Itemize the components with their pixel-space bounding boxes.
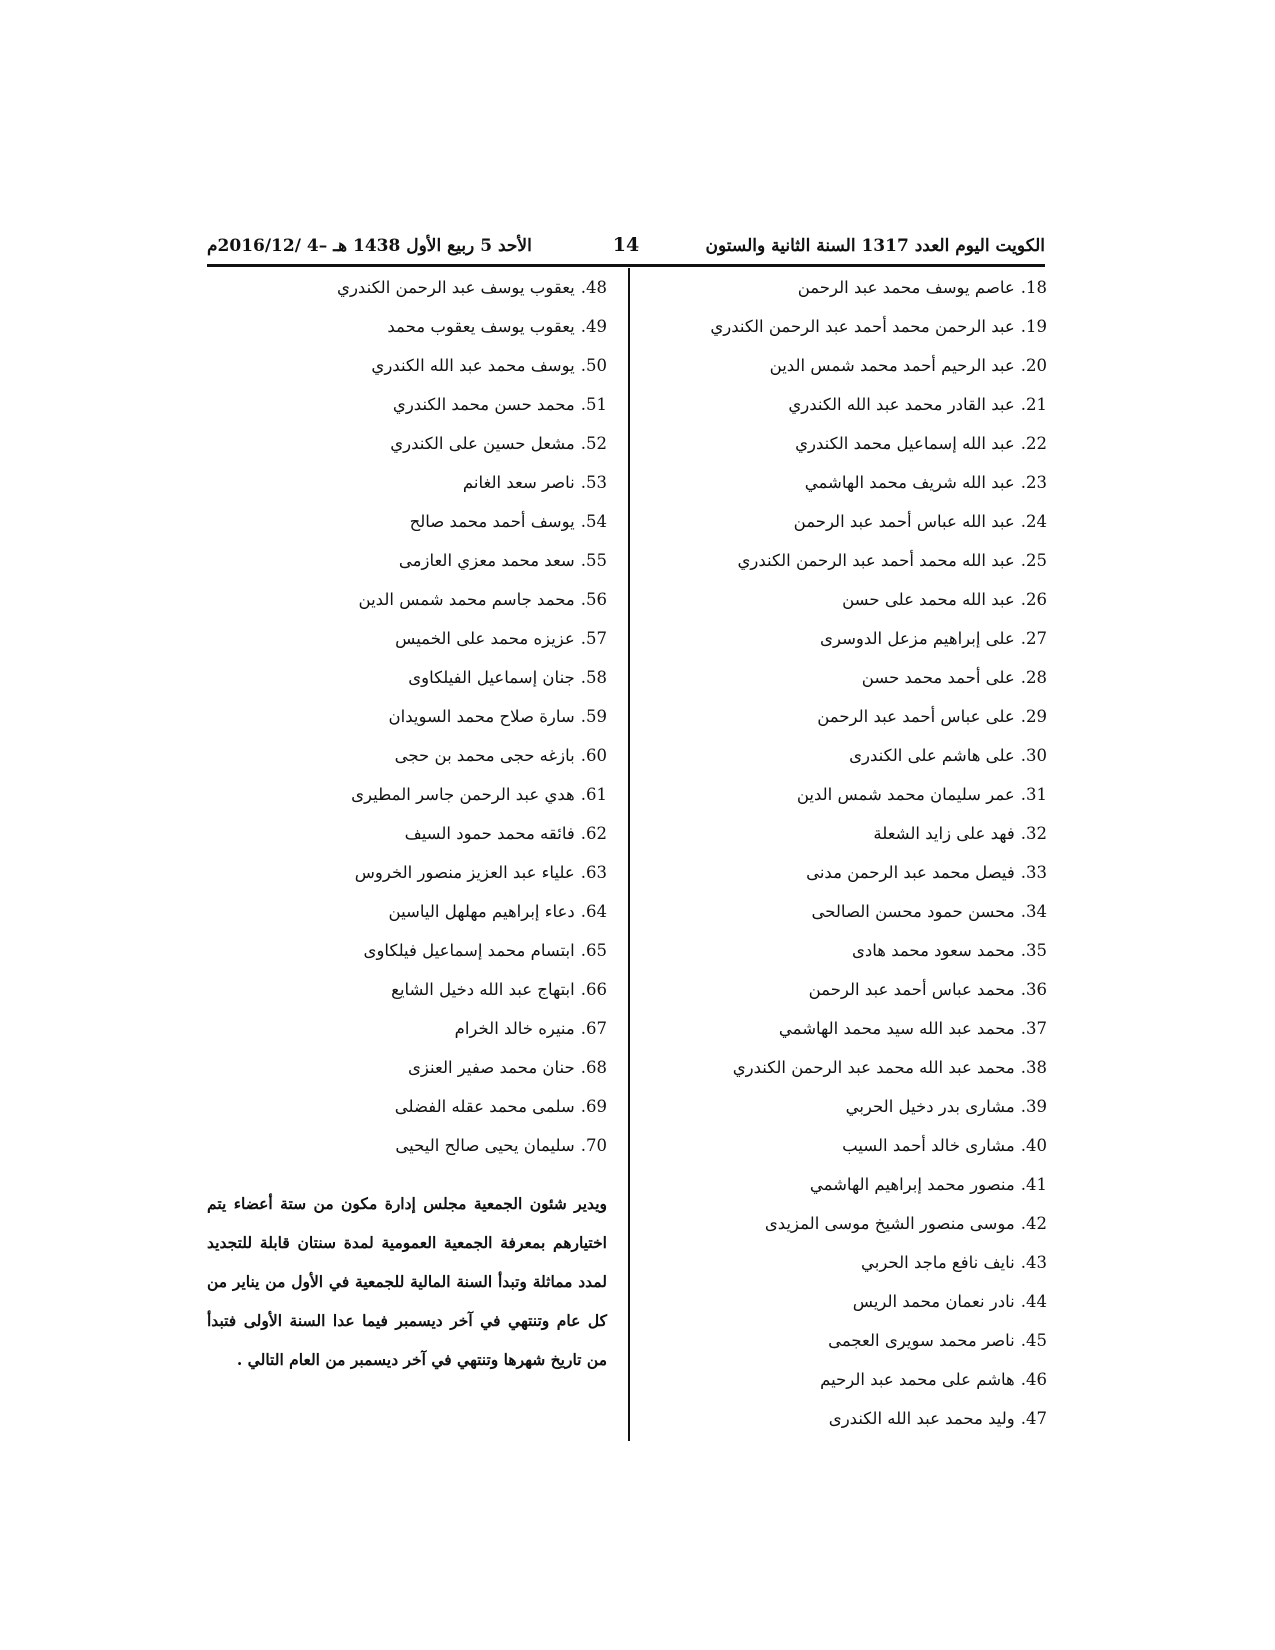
item-number: 60. — [580, 746, 607, 765]
item-name: حنان محمد صفير العنزى — [407, 1058, 575, 1077]
item-name: محمد عبد الله سيد محمد الهاشمي — [778, 1019, 1015, 1038]
item-number: 39. — [1020, 1097, 1047, 1116]
list-item — [227, 658, 607, 697]
list-item — [227, 424, 607, 463]
list-item — [667, 424, 1047, 463]
list-item — [667, 346, 1047, 385]
list-item — [667, 1009, 1047, 1048]
item-number: 65. — [580, 941, 607, 960]
item-number: 53. — [580, 473, 607, 492]
list-item — [227, 268, 607, 307]
item-number: 46. — [1020, 1370, 1047, 1389]
item-number: 42. — [1020, 1214, 1047, 1233]
board-paragraph: ويدير شئون الجمعية مجلس إدارة مكون من ستة أعضاء يتم اختيارهم بمعرفة الجمعية العمومية لمدة سنتان قابلة للتجديد لمدد مماثلة وتبدأ السنة المالية للجمعية في الأول من يناير من كل عام وتنتهي في آخر ديسمبر فيما عدا السنة الأولى فتبدأ من تاريخ شهرها وتنتهي في آخر ديسمبر من العام التالي . — [207, 1193, 607, 1369]
item-name: هدي عبد الرحمن جاسر المطيرى — [351, 785, 575, 804]
item-number: 48. — [580, 278, 607, 297]
list-item — [227, 892, 607, 931]
list-item — [667, 385, 1047, 424]
item-number: 32. — [1020, 824, 1047, 843]
list-item — [227, 697, 607, 736]
item-number: 62. — [580, 824, 607, 843]
item-name: يوسف محمد عبد الله الكندري — [371, 356, 575, 375]
list-item — [667, 1204, 1047, 1243]
item-name: وليد محمد عبد الله الكندرى — [828, 1409, 1015, 1428]
item-name: عبد القادر محمد عبد الله الكندري — [788, 395, 1015, 414]
item-name: محمد عبد الله محمد عبد الرحمن الكندري — [732, 1058, 1015, 1077]
item-number: 20. — [1020, 356, 1047, 375]
item-number: 31. — [1020, 785, 1047, 804]
list-item — [227, 463, 607, 502]
list-item — [667, 1165, 1047, 1204]
list-item — [667, 814, 1047, 853]
list-item — [227, 814, 607, 853]
list-item — [227, 970, 607, 1009]
item-name: عمر سليمان محمد شمس الدين — [796, 785, 1015, 804]
list-item — [667, 853, 1047, 892]
item-name: دعاء إبراهيم مهلهل الياسين — [388, 902, 575, 921]
item-name: هاشم على محمد عبد الرحيم — [820, 1370, 1015, 1389]
item-number: 58. — [580, 668, 607, 687]
item-number: 19. — [1020, 317, 1047, 336]
item-name: سارة صلاح محمد السويدان — [388, 707, 575, 726]
item-name: عزيزه محمد على الخميس — [395, 629, 575, 648]
item-number: 22. — [1020, 434, 1047, 453]
header-publication-info: الكويت اليوم العدد 1317 السنة الثانية والستون — [705, 236, 1045, 256]
item-name: منصور محمد إبراهيم الهاشمي — [809, 1175, 1015, 1194]
item-number: 29. — [1020, 707, 1047, 726]
names-list-left — [227, 268, 607, 1165]
item-name: محمد جاسم محمد شمس الدين — [358, 590, 575, 609]
item-name: منيره خالد الخرام — [454, 1019, 575, 1038]
item-name: محسن حمود محسن الصالحى — [811, 902, 1015, 921]
item-number: 44. — [1020, 1292, 1047, 1311]
item-number: 55. — [580, 551, 607, 570]
item-name: على عباس أحمد عبد الرحمن — [817, 707, 1015, 726]
item-number: 66. — [580, 980, 607, 999]
item-number: 64. — [580, 902, 607, 921]
list-item — [667, 1360, 1047, 1399]
page-header — [207, 230, 1045, 260]
list-item — [667, 1321, 1047, 1360]
list-item — [227, 736, 607, 775]
item-name: فهد على زايد الشعلة — [873, 824, 1015, 843]
item-name: بازغه حجى محمد بن حجى — [394, 746, 575, 765]
list-item — [667, 931, 1047, 970]
item-name: سلمى محمد عقله الفضلى — [394, 1097, 575, 1116]
item-number: 38. — [1020, 1058, 1047, 1077]
item-name: سليمان يحيى صالح اليحيى — [395, 1136, 575, 1155]
item-name: عبد الله إسماعيل محمد الكندري — [795, 434, 1015, 453]
item-name: جنان إسماعيل الفيلكاوى — [408, 668, 575, 687]
list-item — [667, 775, 1047, 814]
item-number: 33. — [1020, 863, 1047, 882]
page-number: 14 — [612, 234, 640, 256]
item-name: عبد الله محمد على حسن — [842, 590, 1015, 609]
item-number: 52. — [580, 434, 607, 453]
item-name: محمد عباس أحمد عبد الرحمن — [808, 980, 1015, 999]
list-item — [667, 307, 1047, 346]
list-item — [227, 541, 607, 580]
list-item — [667, 658, 1047, 697]
list-item — [227, 1009, 607, 1048]
item-number: 28. — [1020, 668, 1047, 687]
item-number: 24. — [1020, 512, 1047, 531]
item-number: 43. — [1020, 1253, 1047, 1272]
list-item — [667, 463, 1047, 502]
item-number: 41. — [1020, 1175, 1047, 1194]
item-name: يوسف أحمد محمد صالح — [409, 512, 575, 531]
item-number: 57. — [580, 629, 607, 648]
item-name: موسى منصور الشيخ موسى المزيدى — [764, 1214, 1015, 1233]
list-item — [667, 1243, 1047, 1282]
names-list-right — [667, 268, 1047, 1438]
list-item — [227, 931, 607, 970]
item-name: على هاشم على الكندرى — [849, 746, 1015, 765]
item-number: 59. — [580, 707, 607, 726]
header-rule — [207, 264, 1045, 267]
item-number: 61. — [580, 785, 607, 804]
item-name: عاصم يوسف محمد عبد الرحمن — [797, 278, 1015, 297]
item-name: سعد محمد معزي العازمى — [398, 551, 575, 570]
item-name: على أحمد محمد حسن — [861, 668, 1015, 687]
item-number: 49. — [580, 317, 607, 336]
list-item — [667, 619, 1047, 658]
item-name: ابتسام محمد إسماعيل فيلكاوى — [363, 941, 575, 960]
header-date: الأحد 5 ربيع الأول 1438 هـ –4 /2016/12م — [207, 236, 532, 256]
item-name: عبد الله محمد أحمد عبد الرحمن الكندري — [737, 551, 1015, 570]
list-item — [667, 970, 1047, 1009]
item-number: 36. — [1020, 980, 1047, 999]
item-name: محمد حسن محمد الكندري — [392, 395, 575, 414]
list-item — [667, 1048, 1047, 1087]
item-number: 34. — [1020, 902, 1047, 921]
item-number: 69. — [580, 1097, 607, 1116]
list-item — [667, 736, 1047, 775]
item-name: نادر نعمان محمد الريس — [852, 1292, 1015, 1311]
item-name: مشارى بدر دخيل الحربي — [845, 1097, 1015, 1116]
item-number: 70. — [580, 1136, 607, 1155]
item-name: مشعل حسين على الكندري — [390, 434, 575, 453]
item-number: 45. — [1020, 1331, 1047, 1350]
item-name: مشارى خالد أحمد السيب — [842, 1136, 1015, 1155]
list-item — [667, 697, 1047, 736]
list-item — [227, 619, 607, 658]
item-name: يعقوب يوسف عبد الرحمن الكندري — [337, 278, 575, 297]
item-number: 54. — [580, 512, 607, 531]
list-item — [227, 502, 607, 541]
item-number: 27. — [1020, 629, 1047, 648]
item-number: 50. — [580, 356, 607, 375]
list-item — [667, 1282, 1047, 1321]
item-name: محمد سعود محمد هادى — [851, 941, 1015, 960]
list-item — [667, 892, 1047, 931]
item-name: علياء عبد العزيز منصور الخروس — [354, 863, 575, 882]
item-number: 51. — [580, 395, 607, 414]
item-number: 18. — [1020, 278, 1047, 297]
list-item — [227, 775, 607, 814]
list-item — [227, 346, 607, 385]
item-number: 21. — [1020, 395, 1047, 414]
item-number: 67. — [580, 1019, 607, 1038]
column-divider — [628, 268, 630, 1441]
item-name: فائقه محمد حمود السيف — [404, 824, 575, 843]
item-name: عبد الرحمن محمد أحمد عبد الرحمن الكندري — [710, 317, 1015, 336]
item-number: 26. — [1020, 590, 1047, 609]
list-item — [227, 307, 607, 346]
list-item — [227, 1087, 607, 1126]
item-number: 25. — [1020, 551, 1047, 570]
item-number: 40. — [1020, 1136, 1047, 1155]
list-item — [227, 385, 607, 424]
item-name: على إبراهيم مزعل الدوسرى — [820, 629, 1015, 648]
item-name: ناصر محمد سويرى العجمى — [828, 1331, 1015, 1350]
item-number: 47. — [1020, 1409, 1047, 1428]
item-number: 35. — [1020, 941, 1047, 960]
item-number: 56. — [580, 590, 607, 609]
item-number: 23. — [1020, 473, 1047, 492]
list-item — [667, 502, 1047, 541]
item-name: فيصل محمد عبد الرحمن مدنى — [806, 863, 1015, 882]
item-name: ناصر سعد الغانم — [462, 473, 575, 492]
item-name: عبد الله شريف محمد الهاشمي — [804, 473, 1015, 492]
list-item — [227, 1048, 607, 1087]
list-item — [667, 580, 1047, 619]
list-item — [667, 1399, 1047, 1438]
item-name: عبد الرحيم أحمد محمد شمس الدين — [769, 356, 1015, 375]
item-name: عبد الله عباس أحمد عبد الرحمن — [793, 512, 1015, 531]
list-item — [227, 853, 607, 892]
list-item — [667, 1126, 1047, 1165]
item-name: نايف نافع ماجد الحربي — [860, 1253, 1015, 1272]
item-number: 63. — [580, 863, 607, 882]
list-item — [227, 580, 607, 619]
list-item — [667, 541, 1047, 580]
item-name: ابتهاج عبد الله دخيل الشايع — [391, 980, 575, 999]
list-item — [667, 268, 1047, 307]
item-number: 37. — [1020, 1019, 1047, 1038]
item-name: يعقوب يوسف يعقوب محمد — [387, 317, 575, 336]
list-item — [227, 1126, 607, 1165]
item-number: 30. — [1020, 746, 1047, 765]
list-item — [667, 1087, 1047, 1126]
item-number: 68. — [580, 1058, 607, 1077]
